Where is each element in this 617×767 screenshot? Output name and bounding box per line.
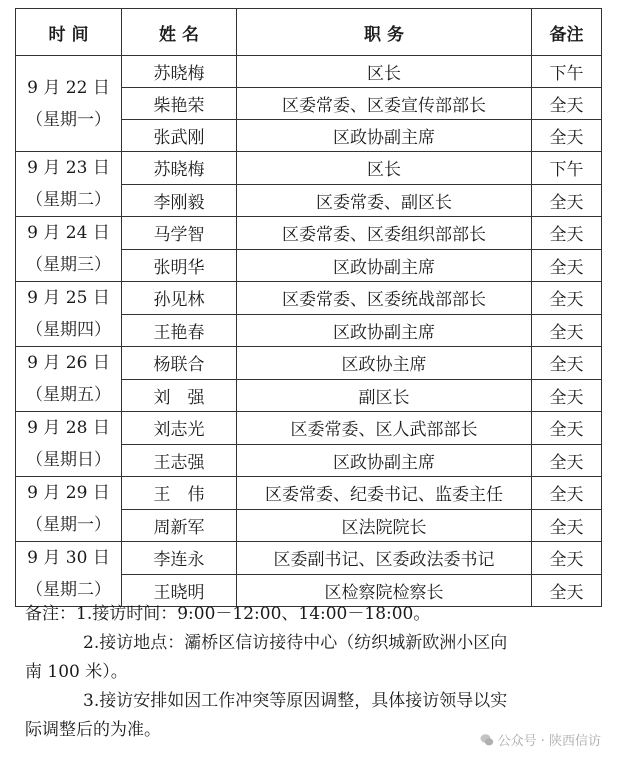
name-cell: 柴艳荣: [122, 88, 237, 120]
header-note: 备注: [532, 9, 602, 56]
duty-cell: 区委常委、纪委书记、监委主任: [237, 477, 532, 510]
name-cell: 孙见林: [122, 282, 237, 315]
table-row: [16, 282, 602, 315]
name-cell: 杨联合: [122, 347, 237, 380]
schedule-table: [15, 8, 602, 607]
duty-cell: 区委常委、区委宣传部部长: [237, 88, 532, 120]
name-cell: 苏晓梅: [122, 152, 237, 185]
note-3-line1: 3.接访安排如因工作冲突等原因调整，具体接访领导以实: [83, 691, 508, 711]
duty-cell: 区政协副主席: [237, 444, 532, 477]
table-row: [16, 56, 602, 88]
name-cell: 王艳春: [122, 314, 237, 347]
duty-cell: 区法院院长: [237, 509, 532, 542]
duty-cell: 区政协副主席: [237, 249, 532, 282]
date-cell: [16, 217, 122, 282]
table-row: [16, 477, 602, 510]
date-text: 9 月 24 日: [27, 223, 110, 243]
name-cell: 张明华: [122, 249, 237, 282]
date-text: 9 月 25 日: [27, 288, 110, 308]
note-cell: 全天: [532, 542, 602, 575]
duty-cell: 区委副书记、区委政法委书记: [237, 542, 532, 575]
date-cell: [16, 412, 122, 477]
name-cell: 张武刚: [122, 120, 237, 152]
name-cell: 王晓明: [122, 574, 237, 607]
note-cell: 全天: [532, 120, 602, 152]
weekday-text: （星期二）: [26, 190, 111, 210]
date-text: 9 月 23 日: [27, 158, 110, 178]
header-duty: 职 务: [237, 9, 532, 56]
header-row: [16, 9, 602, 56]
name-cell: 李刚毅: [122, 184, 237, 217]
duty-cell: 区长: [237, 56, 532, 88]
note-cell: 下午: [532, 152, 602, 185]
date-text: 9 月 29 日: [27, 483, 110, 503]
note-2-line1: 2.接访地点：灞桥区信访接待中心（纺织城新欧洲小区向: [83, 633, 508, 653]
name-cell: 王 伟: [122, 477, 237, 510]
date-text: 9 月 26 日: [27, 353, 110, 373]
name-cell: 王志强: [122, 444, 237, 477]
name-cell: 李连永: [122, 542, 237, 575]
note-cell: 全天: [532, 574, 602, 607]
table-row: [16, 152, 602, 185]
weekday-text: （星期三）: [26, 255, 111, 275]
weekday-text: （星期一）: [26, 109, 111, 130]
date-cell: [16, 152, 122, 217]
note-cell: 全天: [532, 217, 602, 250]
name-cell: 刘 强: [122, 379, 237, 412]
weekday-text: （星期五）: [26, 385, 111, 405]
duty-cell: 区政协副主席: [237, 120, 532, 152]
note-2-line2: 南 100 米）。: [25, 662, 128, 682]
date-cell: [16, 282, 122, 347]
table-row: [16, 347, 602, 380]
note-cell: 全天: [532, 347, 602, 380]
duty-cell: 区委常委、副区长: [237, 184, 532, 217]
header-time: 时 间: [16, 9, 122, 56]
weekday-text: （星期日）: [26, 450, 111, 470]
weekday-text: （星期四）: [26, 320, 111, 340]
date-text: 9 月 30 日: [27, 548, 110, 568]
duty-cell: 区政协主席: [237, 347, 532, 380]
duty-cell: 区委常委、区委组织部部长: [237, 217, 532, 250]
duty-cell: 区检察院检察长: [237, 574, 532, 607]
date-cell: [16, 56, 122, 152]
note-cell: 全天: [532, 249, 602, 282]
note-cell: 全天: [532, 477, 602, 510]
duty-cell: 区委常委、区人武部部长: [237, 412, 532, 445]
name-cell: 马学智: [122, 217, 237, 250]
note-cell: 全天: [532, 314, 602, 347]
duty-cell: 区长: [237, 152, 532, 185]
note-3-line2: 际调整后的为准。: [25, 720, 161, 740]
date-cell: [16, 347, 122, 412]
watermark: [480, 730, 601, 749]
watermark-text: 公众号 · 陕西信访: [497, 734, 601, 749]
date-text: 9 月 22 日: [27, 77, 110, 98]
table-row: [16, 412, 602, 445]
name-cell: 周新军: [122, 509, 237, 542]
note-cell: 下午: [532, 56, 602, 88]
weekday-text: （星期一）: [26, 515, 111, 535]
table-row: [16, 542, 602, 575]
note-1: 备注：1.接访时间：9:00－12:00、14:00－18:00。: [25, 604, 431, 624]
note-cell: 全天: [532, 379, 602, 412]
duty-cell: 区委常委、区委统战部部长: [237, 282, 532, 315]
duty-cell: 区政协副主席: [237, 314, 532, 347]
header-name: 姓 名: [122, 9, 237, 56]
name-cell: 刘志光: [122, 412, 237, 445]
table-row: [16, 217, 602, 250]
duty-cell: 副区长: [237, 379, 532, 412]
note-cell: 全天: [532, 509, 602, 542]
note-cell: 全天: [532, 282, 602, 315]
date-cell: [16, 477, 122, 542]
note-cell: 全天: [532, 444, 602, 477]
date-cell: [16, 542, 122, 607]
weekday-text: （星期二）: [26, 580, 111, 600]
note-cell: 全天: [532, 412, 602, 445]
name-cell: 苏晓梅: [122, 56, 237, 88]
note-cell: 全天: [532, 184, 602, 217]
schedule-body: [16, 56, 602, 607]
date-text: 9 月 28 日: [27, 418, 110, 438]
note-cell: 全天: [532, 88, 602, 120]
notes-section: [25, 600, 605, 745]
wechat-icon: [480, 733, 494, 747]
